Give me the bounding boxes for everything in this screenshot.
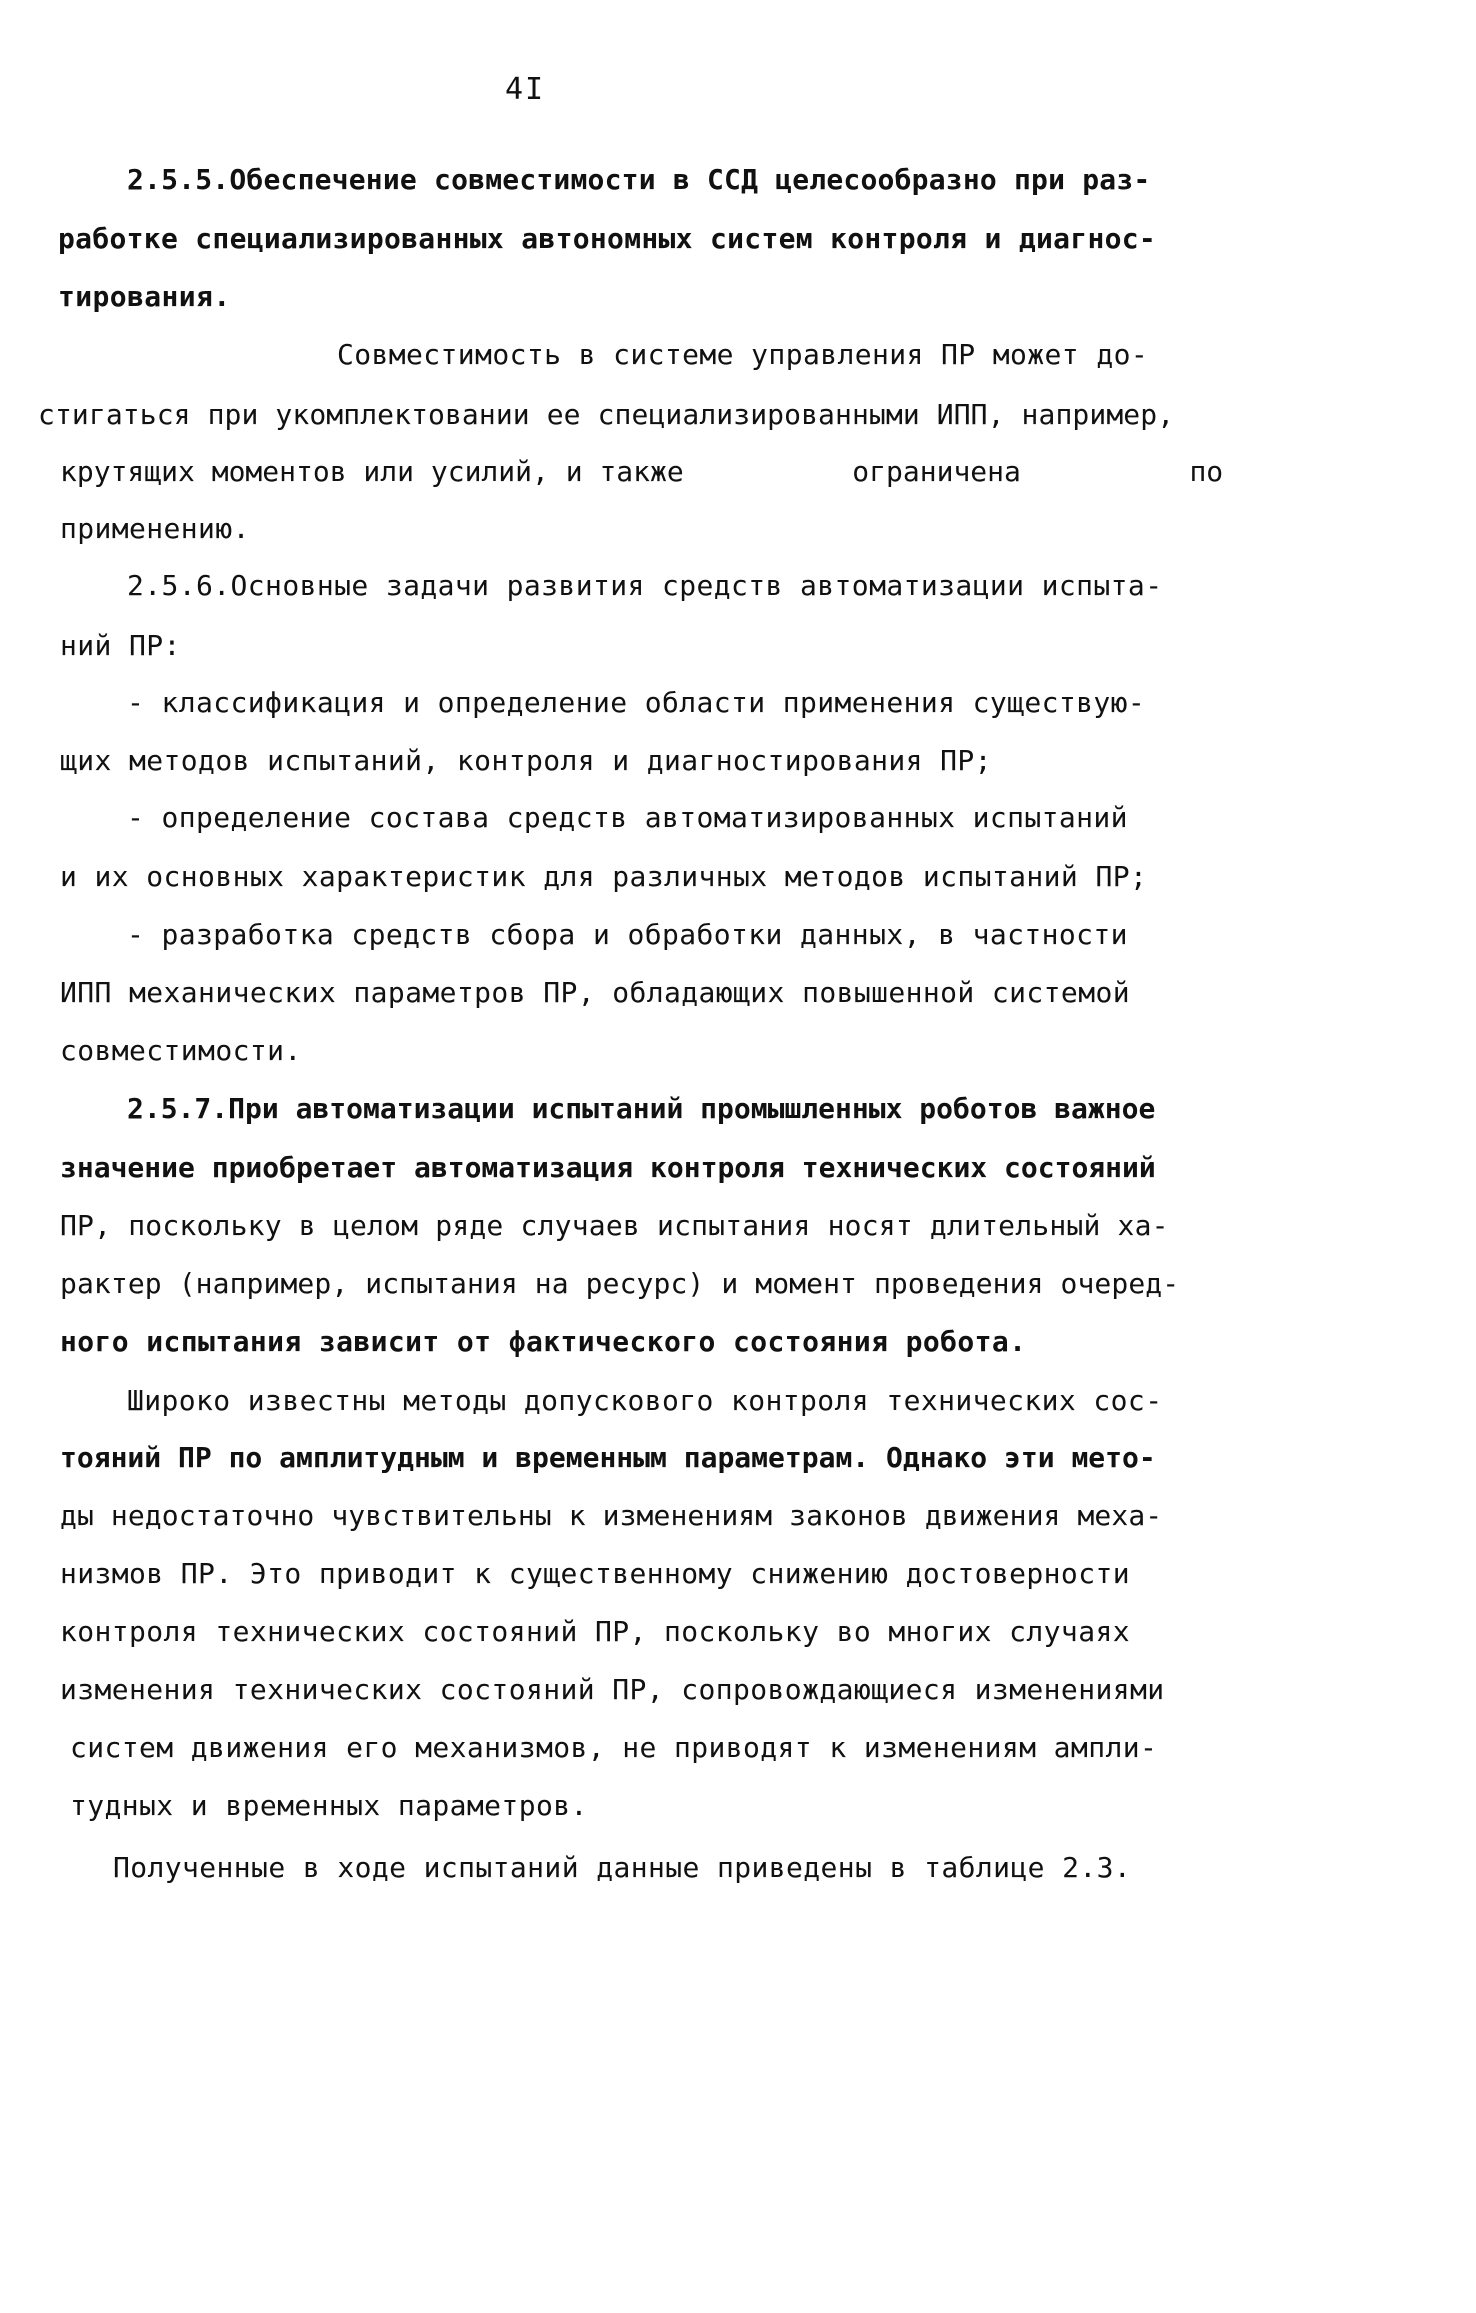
paragraph-line: и их основных характеристик для различных методов испытаний ПР;: [60, 860, 1148, 893]
paragraph-line: тудных и временных параметров.: [70, 1789, 588, 1822]
paragraph-line: - определение состава средств автоматизированных испытаний: [127, 801, 1128, 834]
paragraph-line: - разработка средств сбора и обработки данных, в частности: [127, 918, 1128, 951]
paragraph-line: рактер (например, испытания на ресурс) и момент проведения очеред-: [60, 1267, 1180, 1300]
paragraph-line: изменения технических состояний ПР, сопровождающиеся изменениями: [60, 1673, 1165, 1706]
paragraph-line: ПР, поскольку в целом ряде случаев испытания носят длительный ха-: [60, 1209, 1169, 1242]
paragraph-line: - классификация и определение области применения существую-: [127, 686, 1146, 719]
paragraph-line: 2.5.6.Основные задачи развития средств автоматизации испыта-: [127, 569, 1163, 602]
paragraph-line: контроля технических состояний ПР, поскольку во многих случаях: [60, 1615, 1130, 1648]
paragraph-line: стигаться при укомплектовании ее специализированными ИПП, например,: [38, 398, 1175, 431]
page-number: 4I: [505, 72, 546, 107]
paragraph-line: щих методов испытаний, контроля и диагностирования ПР;: [60, 744, 992, 777]
paragraph-line: систем движения его механизмов, не приводят к изменениям ампли-: [70, 1731, 1158, 1764]
paragraph-line: ного испытания зависит от фактического состояния робота.: [60, 1325, 1027, 1358]
paragraph-line: крутящих моментов или усилий, и также ограничена по: [60, 455, 1224, 488]
paragraph-line: ИПП механических параметров ПР, обладающих повышенной системой: [60, 976, 1130, 1009]
paragraph-line: тирования.: [58, 280, 231, 313]
paragraph-line: Полученные в ходе испытаний данные приведены в таблице 2.3.: [113, 1851, 1132, 1884]
paragraph-line: применению.: [60, 512, 250, 545]
paragraph-line: 2.5.7.При автоматизации испытаний промышленных роботов важное: [127, 1092, 1156, 1125]
paragraph-line: Совместимость в системе управления ПР может до-: [337, 338, 1149, 371]
paragraph-line: совместимости.: [60, 1034, 302, 1067]
paragraph-line: Широко известны методы допускового контроля технических сос-: [127, 1384, 1163, 1417]
paragraph-line: работке специализированных автономных систем контроля и диагнос-: [58, 222, 1157, 255]
paragraph-line: 2.5.5.Обеспечение совместимости в ССД целесообразно при раз-: [127, 163, 1151, 196]
paragraph-line: низмов ПР. Это приводит к существенному снижению достоверности: [60, 1557, 1130, 1590]
paragraph-line: ний ПР:: [60, 629, 181, 662]
paragraph-line: ды недостаточно чувствительны к изменениям законов движения меха-: [60, 1499, 1163, 1532]
paragraph-line: значение приобретает автоматизация контроля технических состояний: [60, 1151, 1156, 1184]
paragraph-line: тояний ПР по амплитудным и временным параметрам. Однако эти мето-: [60, 1441, 1156, 1474]
